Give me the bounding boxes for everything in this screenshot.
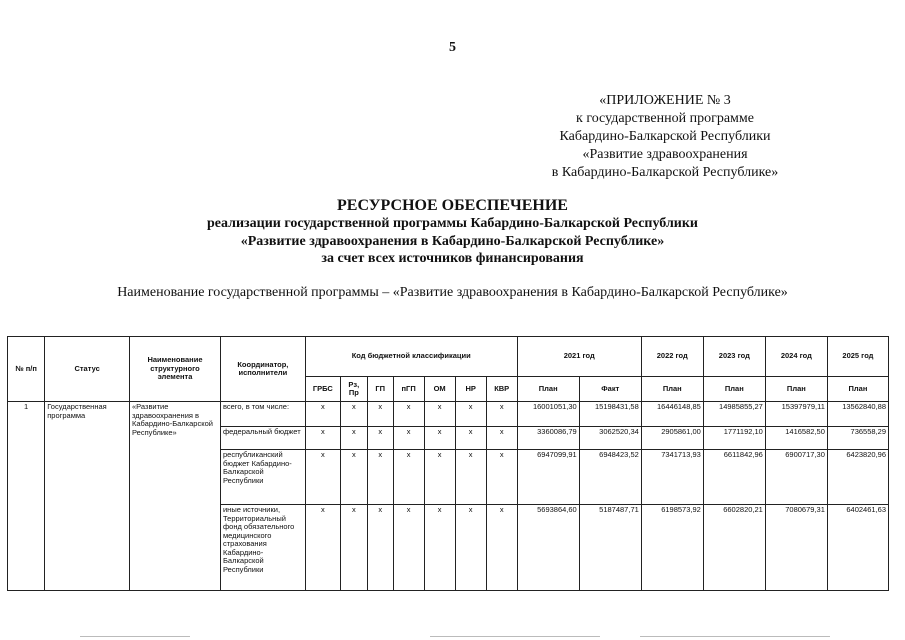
subtitle-line: реализации государственной программы Кабардино-Балкарской Республики [207,216,698,231]
code-cell: х [455,450,486,505]
value-cell: 7080679,31 [765,505,827,591]
code-cell: х [340,505,367,591]
code-cell: х [486,402,517,427]
document-title: РЕСУРСНОЕ ОБЕСПЕЧЕНИЕ [337,197,568,214]
code-cell: х [367,427,393,450]
code-cell: х [305,402,340,427]
subtitle-line: за счет всех источников финансирования [321,251,584,266]
scan-artifact-divider [430,636,600,637]
program-name: Наименование государственной программы – «Развитие здравоохранения в Кабардино-Балкарской Республике» [117,285,788,300]
code-cell: х [393,450,424,505]
col-header-year-2023: 2023 год [703,337,765,377]
code-cell: х [367,505,393,591]
value-cell: 14985855,27 [703,402,765,427]
col-header-fact: Факт [579,377,641,402]
col-header-plan: План [517,377,579,402]
col-header-plan: План [703,377,765,402]
code-cell: х [393,427,424,450]
code-cell: х [340,450,367,505]
value-cell: 16001051,30 [517,402,579,427]
col-header-year-2025: 2025 год [827,337,888,377]
row-status: Государственная программа [45,402,130,591]
value-cell: 6948423,52 [579,450,641,505]
col-header-status: Статус [45,337,130,402]
code-cell: х [340,427,367,450]
code-cell: х [305,450,340,505]
value-cell: 6198573,92 [641,505,703,591]
value-cell: 6602820,21 [703,505,765,591]
code-cell: х [424,505,455,591]
value-cell: 6402461,63 [827,505,888,591]
code-cell: х [424,402,455,427]
code-cell: х [455,402,486,427]
col-header-year-2021: 2021 год [517,337,641,377]
col-header-code: НР [455,377,486,402]
subtitle-line: «Развитие здравоохранения в Кабардино-Балкарской Республике» [240,233,665,249]
row-number: 1 [8,402,45,591]
col-header-plan: План [827,377,888,402]
value-cell: 3062520,34 [579,427,641,450]
code-cell: х [305,427,340,450]
value-cell: 736558,29 [827,427,888,450]
code-cell: х [424,427,455,450]
col-header-element: Наименование структурного элемента [130,337,221,402]
col-header-plan: План [765,377,827,402]
code-cell: х [367,450,393,505]
value-cell: 5693864,60 [517,505,579,591]
value-cell: 15397979,11 [765,402,827,427]
value-cell: 5187487,71 [579,505,641,591]
code-cell: х [367,402,393,427]
row-coordinator: федеральный бюджет [220,427,305,450]
code-cell: х [393,505,424,591]
col-header-budget-code: Код бюджетной классификации [305,337,517,377]
value-cell: 6611842,96 [703,450,765,505]
value-cell: 16446148,85 [641,402,703,427]
row-coordinator: всего, в том числе: [220,402,305,427]
code-cell: х [305,505,340,591]
appendix-line: Кабардино-Балкарской Республики [559,129,771,144]
col-header-code: пГП [393,377,424,402]
row-coordinator: республиканский бюджет Кабардино-Балкарской Республики [220,450,305,505]
col-header-code: ГРБС [305,377,340,402]
appendix-line: в Кабардино-Балкарской Республике» [551,165,779,180]
code-cell: х [486,427,517,450]
col-header-num: № п/п [8,337,45,402]
resource-table [7,336,889,591]
value-cell: 6947099,91 [517,450,579,505]
col-header-plan: План [641,377,703,402]
table-row [8,402,889,427]
value-cell: 7341713,93 [641,450,703,505]
appendix-line: «Развитие здравоохранения [582,147,748,162]
value-cell: 1416582,50 [765,427,827,450]
code-cell: х [486,450,517,505]
page-number: 5 [449,40,456,55]
appendix-line: «ПРИЛОЖЕНИЕ № 3 [599,93,731,108]
appendix-line: к государственной программе [576,111,754,126]
code-cell: х [424,450,455,505]
value-cell: 1771192,10 [703,427,765,450]
appendix-header [520,92,810,182]
col-header-code: Рз, Пр [340,377,367,402]
row-coordinator: иные источники, Территориальный фонд обязательного медицинского страхования Кабардино-Балкарской Республики [220,505,305,591]
code-cell: х [455,427,486,450]
value-cell: 6423820,96 [827,450,888,505]
col-header-code: ГП [367,377,393,402]
row-element-name: «Развитие здравоохранения в Кабардино-Балкарской Республике» [130,402,221,591]
code-cell: х [455,505,486,591]
value-cell: 13562840,88 [827,402,888,427]
value-cell: 15198431,58 [579,402,641,427]
value-cell: 3360086,79 [517,427,579,450]
col-header-year-2024: 2024 год [765,337,827,377]
value-cell: 2905861,00 [641,427,703,450]
code-cell: х [340,402,367,427]
col-header-code: КВР [486,377,517,402]
document-subtitle [0,215,905,268]
code-cell: х [486,505,517,591]
col-header-coordinator: Координатор, исполнители [220,337,305,402]
col-header-code: ОМ [424,377,455,402]
scan-artifact-divider [80,636,190,637]
value-cell: 6900717,30 [765,450,827,505]
col-header-year-2022: 2022 год [641,337,703,377]
scan-artifact-divider [640,636,830,637]
code-cell: х [393,402,424,427]
